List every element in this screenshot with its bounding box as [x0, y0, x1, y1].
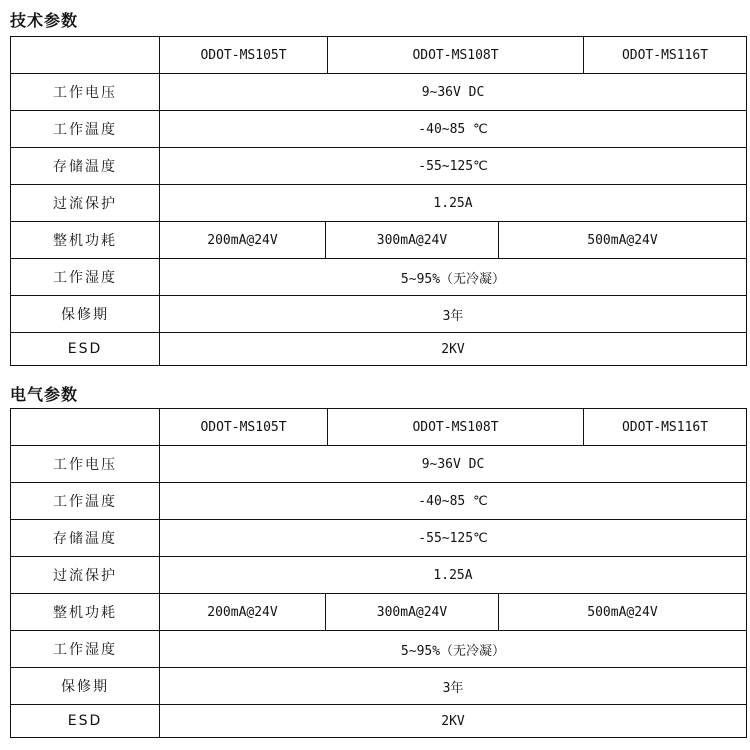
spec-table-tech	[10, 36, 747, 366]
model-header: ODOT-MS116T	[583, 409, 746, 445]
power-value: 200mA@24V	[159, 594, 325, 630]
row-value: -40~85 ℃	[159, 483, 746, 519]
model-header: ODOT-MS108T	[327, 409, 583, 445]
row-label: 存储温度	[53, 159, 117, 175]
section-title-electrical: 电气参数	[10, 385, 79, 404]
row-label: 过流保护	[53, 568, 117, 584]
row-label: 工作温度	[53, 122, 117, 138]
row-label: 工作电压	[53, 85, 117, 101]
row-value: 9~36V DC	[159, 446, 746, 482]
table-row	[11, 556, 746, 593]
row-label: 工作温度	[53, 494, 117, 510]
table-row	[11, 704, 746, 737]
row-label: 保修期	[61, 679, 109, 695]
row-value: 9~36V DC	[159, 74, 746, 110]
table-row	[11, 110, 746, 147]
row-label: ESD	[67, 713, 103, 729]
table-row	[11, 295, 746, 332]
table-row	[11, 184, 746, 221]
row-label: 工作电压	[53, 457, 117, 473]
power-value: 200mA@24V	[159, 222, 325, 258]
table-header-row	[11, 37, 746, 73]
table-row	[11, 73, 746, 110]
table-row	[11, 332, 746, 365]
model-header: ODOT-MS105T	[159, 37, 327, 73]
row-label: 工作湿度	[53, 642, 117, 658]
table-row	[11, 445, 746, 482]
row-label: ESD	[67, 341, 103, 357]
row-value: -55~125℃	[159, 520, 746, 556]
row-value: 1.25A	[159, 185, 746, 221]
model-header: ODOT-MS105T	[159, 409, 327, 445]
table-row	[11, 519, 746, 556]
row-value: 1.25A	[159, 557, 746, 593]
row-value: 3年	[159, 296, 746, 332]
row-label: 整机功耗	[53, 233, 117, 249]
header-empty-cell	[11, 409, 159, 445]
row-value: 2KV	[159, 333, 746, 365]
table-row	[11, 667, 746, 704]
row-value: 5~95%（无冷凝）	[159, 631, 746, 667]
spec-table-electrical	[10, 408, 747, 738]
model-header: ODOT-MS108T	[327, 37, 583, 73]
table-header-row	[11, 409, 746, 445]
row-label: 保修期	[61, 307, 109, 323]
model-header: ODOT-MS116T	[583, 37, 746, 73]
row-value: 5~95%（无冷凝）	[159, 259, 746, 295]
power-value: 500mA@24V	[498, 222, 746, 258]
table-row	[11, 258, 746, 295]
row-value: -55~125℃	[159, 148, 746, 184]
row-label: 工作湿度	[53, 270, 117, 286]
table-row	[11, 221, 746, 258]
table-row	[11, 593, 746, 630]
header-empty-cell	[11, 37, 159, 73]
row-label: 整机功耗	[53, 605, 117, 621]
row-label: 过流保护	[53, 196, 117, 212]
power-value: 300mA@24V	[325, 594, 498, 630]
table-row	[11, 147, 746, 184]
row-value: 2KV	[159, 705, 746, 737]
power-value: 300mA@24V	[325, 222, 498, 258]
table-row	[11, 630, 746, 667]
row-value: -40~85 ℃	[159, 111, 746, 147]
table-row	[11, 482, 746, 519]
power-value: 500mA@24V	[498, 594, 746, 630]
row-label: 存储温度	[53, 531, 117, 547]
row-value: 3年	[159, 668, 746, 704]
section-title-tech: 技术参数	[10, 11, 79, 30]
